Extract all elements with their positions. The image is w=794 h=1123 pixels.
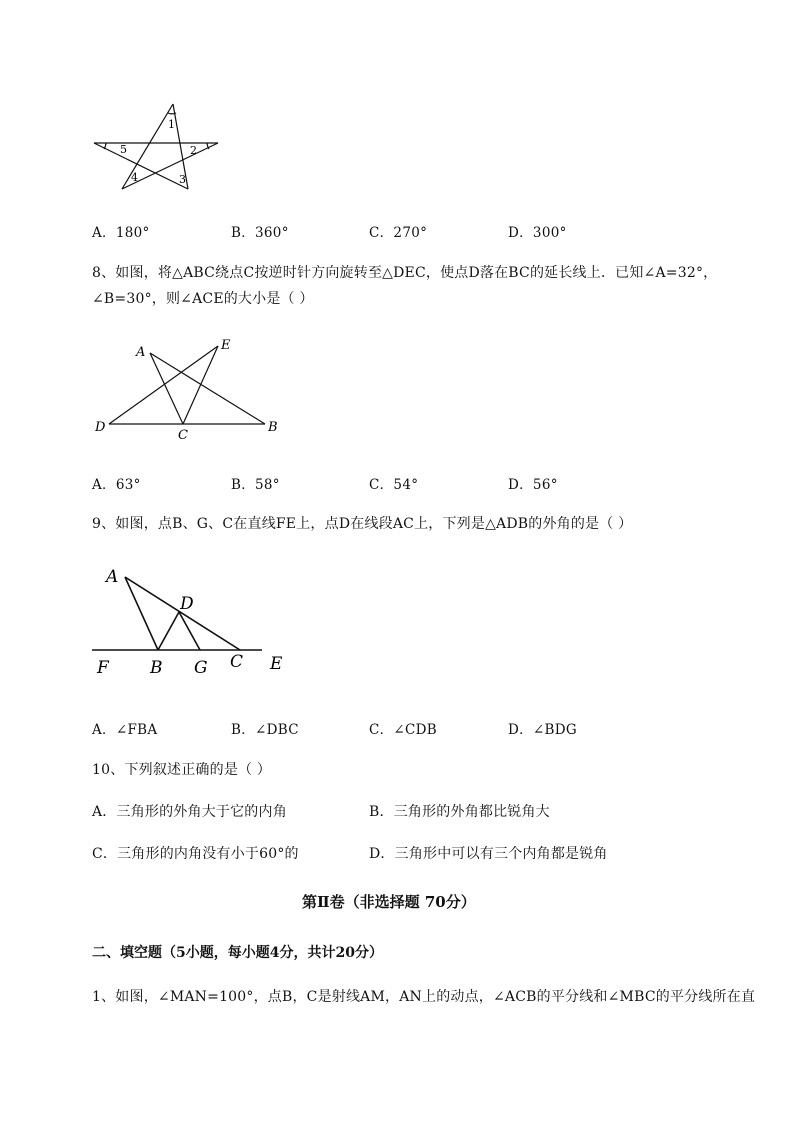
q8-label-b: B [268, 420, 278, 435]
q7-option-a: A．180° [92, 225, 150, 241]
q9-option-c: C．∠CDB [369, 722, 438, 738]
q9-text-line1: 9、如图，点B、G、C在直线FE上，点D在线段AC上，下列是△ADB的外角的是（ ） [92, 516, 633, 532]
star-angle-label-4: 4 [131, 171, 138, 184]
q9-label-d: D [180, 594, 194, 614]
q7-option-d: D．300° [508, 225, 567, 241]
q9-label-c: C [230, 652, 244, 672]
q9-label-g: G [194, 658, 208, 678]
q9-label-a: A [106, 567, 119, 587]
part2-title: 第Ⅱ卷（非选择题 70分） [302, 893, 476, 911]
q8-label-c: C [178, 428, 188, 443]
q9-option-d: D．∠BDG [508, 722, 577, 738]
section2-title: 二、填空题（5小题，每小题4分，共计20分） [92, 945, 383, 961]
q7-option-b: B．360° [231, 225, 289, 241]
q9-label-f: F [97, 658, 109, 678]
q9-label-e: E [270, 654, 283, 674]
q10-text-line1: 10、下列叙述正确的是（ ） [92, 762, 272, 778]
q8-text-line2: ∠B=30°，则∠ACE的大小是（ ） [92, 291, 314, 307]
q10-option-a: A．三角形的外角大于它的内角 [92, 804, 287, 820]
q8-label-e: E [221, 338, 231, 353]
star-angle-label-1: 1 [168, 118, 175, 131]
q8-text-line1: 8、如图，将△ABC绕点C按逆时针方向旋转至△DEC，使点D落在BC的延长线上．已知∠A=32°， [92, 265, 718, 281]
q9-option-a: A．∠FBA [92, 722, 158, 738]
q8-option-a: A．63° [92, 477, 141, 493]
q8-option-d: D．56° [508, 477, 558, 493]
star-angle-label-3: 3 [179, 173, 186, 186]
star-angle-label-5: 5 [120, 143, 127, 156]
fill1-text-line1: 1、如图，∠MAN=100°，点B，C是射线AM，AN上的动点，∠ACB的平分线和∠MBC的平分线所在直 [92, 989, 756, 1005]
q9-option-b: B．∠DBC [231, 722, 299, 738]
q7-option-c: C．270° [369, 225, 428, 241]
q8-label-d: D [95, 420, 106, 435]
q8-option-c: C．54° [369, 477, 419, 493]
q10-option-c: C．三角形的内角没有小于60°的 [92, 846, 299, 862]
q10-option-d: D．三角形中可以有三个内角都是锐角 [369, 846, 608, 862]
q8-option-b: B．58° [231, 477, 280, 493]
q8-label-a: A [136, 345, 146, 360]
star-angle-label-2: 2 [190, 144, 197, 157]
q9-label-b: B [150, 658, 163, 678]
q10-option-b: B．三角形的外角都比锐角大 [369, 804, 550, 820]
